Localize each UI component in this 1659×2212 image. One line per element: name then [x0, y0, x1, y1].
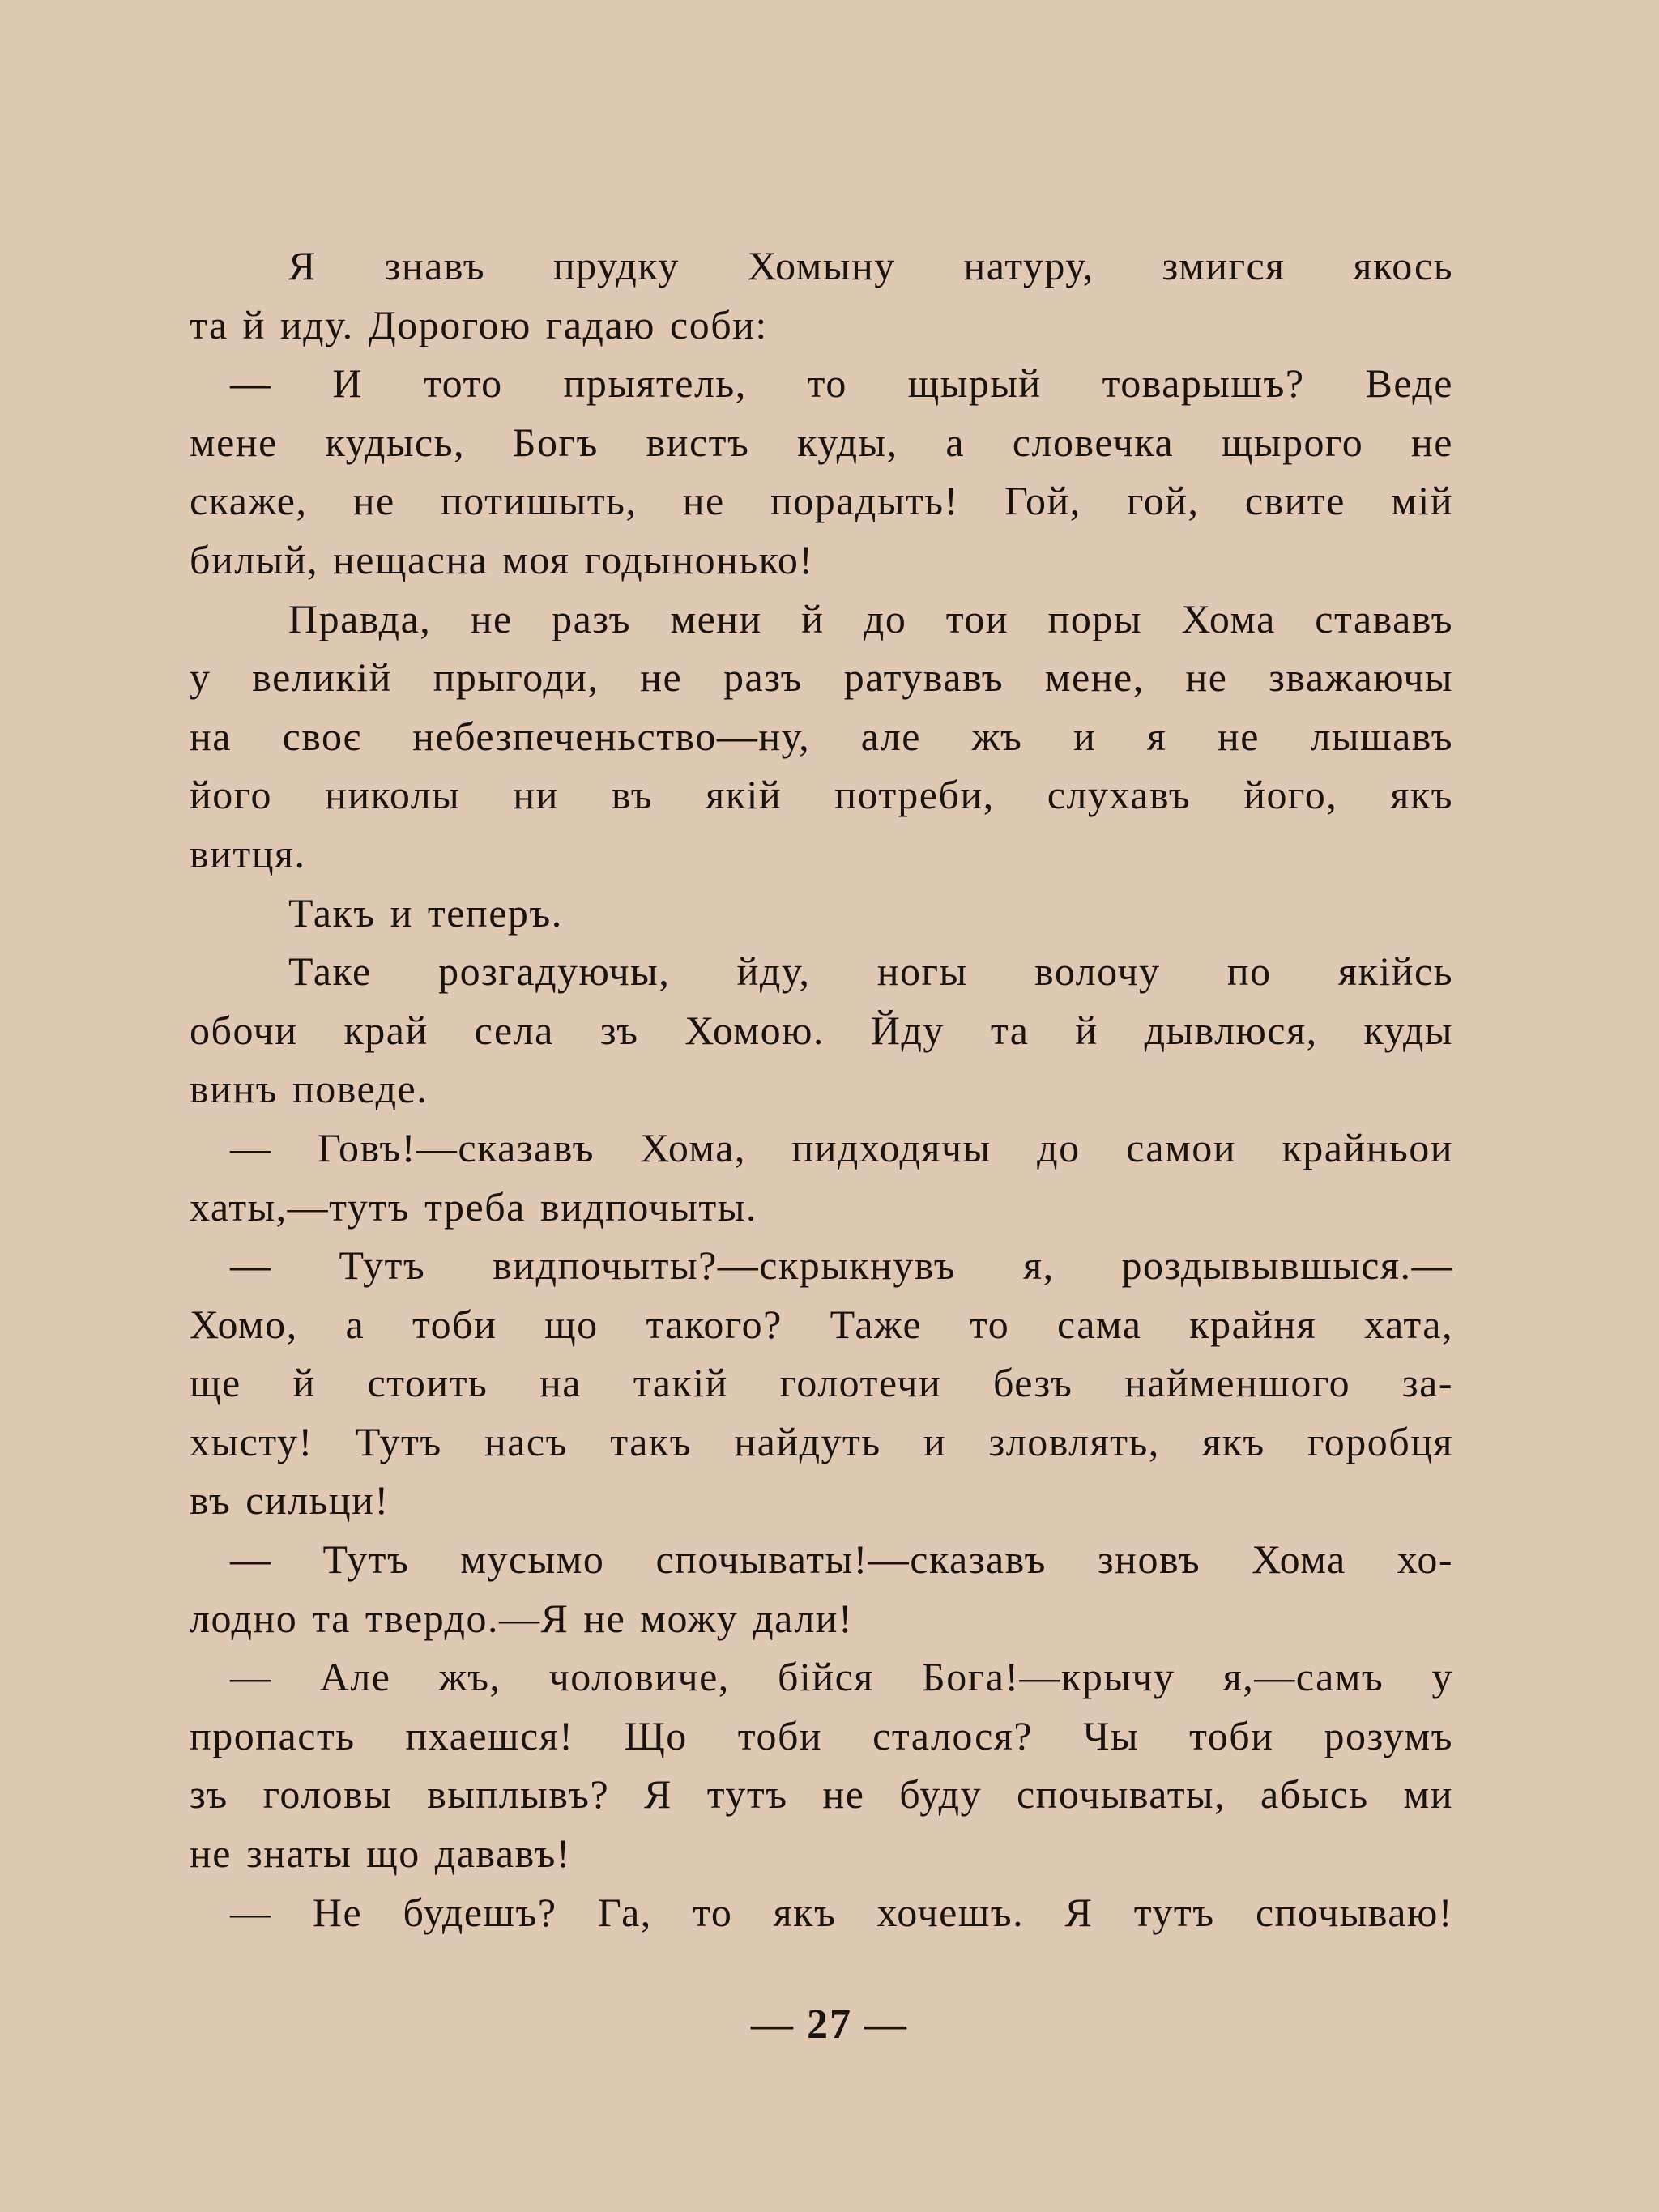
text-line: витця. — [190, 830, 306, 876]
page-number: — 27 — — [751, 2001, 908, 2048]
text-line: та й иду. Дорогою гадаю соби: — [190, 301, 768, 347]
text-line: Такъ и теперъ. — [288, 889, 563, 936]
text-line: хысту! Тутъ насъ такъ найдуть и зловлять, якъ горобця — [190, 1418, 1453, 1464]
text-line: хаты,—тутъ треба видпочыты. — [190, 1183, 757, 1230]
text-line: винъ поведе. — [190, 1066, 429, 1112]
text-line: лодно та твердо.—Я не можу дали! — [190, 1595, 854, 1641]
text-line: — Тутъ мусымо спочываты!—сказавъ зновъ Хома хо- — [230, 1536, 1453, 1583]
text-line: пропасть пхаешся! Що тоби сталося? Чы тоби розумъ — [190, 1712, 1453, 1758]
text-line: на своє небезпеченьство—ну, але жъ и я не лышавъ — [190, 713, 1453, 759]
text-line: його николы ни въ якій потреби, слухавъ його, якъ — [190, 772, 1453, 818]
text-line: — И тото прыятель, то щырый товарышъ? Веде — [230, 360, 1453, 407]
text-line: въ сильци! — [190, 1477, 390, 1524]
text-line: Таке розгадуючы, йду, ногы волочу по якійсь — [288, 948, 1453, 995]
text-line: не знаты що дававъ! — [190, 1831, 571, 1877]
text-line: — Тутъ видпочыты?—скрыкнувъ я, роздывывшыся.— — [230, 1242, 1453, 1289]
text-line: — Але жъ, чоловиче, бійся Бога!—крычу я,—самъ у — [230, 1654, 1453, 1700]
text-line: ще й стоить на такій голотечи безъ найменшого за- — [190, 1360, 1453, 1406]
text-line: Я знавъ прудку Хомыну натуру, змигся якось — [288, 243, 1453, 288]
text-line: билый, нещасна моя годынонько! — [190, 536, 814, 582]
text-line: мене кудысь, Богъ вистъ куды, а словечка щырого не — [190, 419, 1453, 465]
text-line: Хомо, а тоби що такого? Таже то сама крайня хата, — [190, 1301, 1453, 1347]
text-line: обочи край села зъ Хомою. Йду та й дывлюся, куды — [190, 1007, 1453, 1053]
text-line: у великій прыгоди, не разъ ратувавъ мене, не зважаючы — [190, 654, 1453, 701]
text-line: — Говъ!—сказавъ Хома, пидходячы до самои крайньои — [230, 1124, 1453, 1170]
body-text — [190, 237, 1453, 1941]
text-line: скаже, не потишыть, не порадыть! Гой, гой, свите мій — [190, 478, 1453, 524]
text-line: Правда, не разъ мени й до тои поры Хома стававъ — [288, 595, 1453, 641]
text-line: зъ головы выплывъ? Я тутъ не буду спочываты, абысь ми — [190, 1771, 1453, 1818]
text-line: — Не будешъ? Га, то якъ хочешъ. Я тутъ спочываю! — [230, 1889, 1453, 1935]
